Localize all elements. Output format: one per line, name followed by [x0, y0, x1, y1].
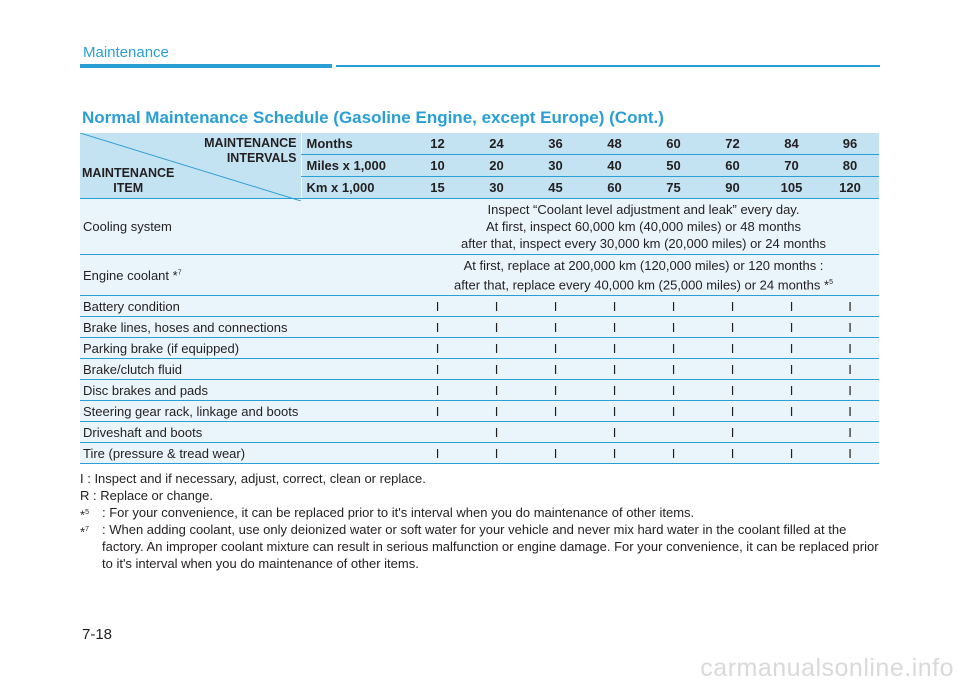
interval-cell: I	[585, 422, 644, 443]
interval-cell: I	[467, 380, 526, 401]
table-row	[80, 380, 879, 401]
footnote-number: 5	[85, 509, 89, 516]
interval-cell: I	[467, 338, 526, 359]
header-label: Km x 1,000	[301, 177, 408, 199]
page-number: 7-18	[82, 626, 113, 643]
interval-cell: I	[585, 317, 644, 338]
interval-cell: I	[703, 317, 762, 338]
interval-cell: I	[467, 359, 526, 380]
interval-cell: I	[644, 317, 703, 338]
interval-cell: I	[762, 443, 821, 464]
cooling-line2: At first, inspect 60,000 km (40,000 miles) or 48 months	[485, 219, 802, 234]
interval-cell: I	[585, 443, 644, 464]
interval-cell: I	[762, 401, 821, 422]
corner-intervals-line2: INTERVALS	[226, 151, 297, 165]
note-replace: R : Replace or change.	[80, 488, 213, 503]
corner-intervals-label	[204, 136, 296, 166]
interval-cell: I	[644, 338, 703, 359]
corner-item-label	[82, 166, 174, 196]
header-cell: 120	[821, 177, 879, 199]
header-cell: 45	[526, 177, 585, 199]
coolant-name-text: Engine coolant *	[83, 267, 178, 283]
item-name: Battery condition	[80, 296, 408, 317]
interval-cell: I	[408, 296, 467, 317]
interval-cell: I	[703, 296, 762, 317]
coolant-instructions	[408, 255, 879, 296]
header-cell: 36	[526, 133, 585, 155]
interval-cell: I	[703, 401, 762, 422]
interval-cell: I	[762, 317, 821, 338]
interval-cell: I	[408, 380, 467, 401]
interval-cell	[408, 422, 467, 443]
interval-cell: I	[703, 359, 762, 380]
interval-cell: I	[644, 401, 703, 422]
interval-cell: I	[703, 443, 762, 464]
interval-cell	[762, 422, 821, 443]
interval-cell	[644, 422, 703, 443]
corner-item-line1: MAINTENANCE	[82, 166, 175, 180]
interval-cell: I	[821, 338, 879, 359]
header-cell: 84	[762, 133, 821, 155]
interval-cell: I	[408, 443, 467, 464]
table-row-cooling-system	[80, 199, 879, 255]
interval-cell: I	[408, 317, 467, 338]
interval-cell: I	[585, 401, 644, 422]
interval-cell: I	[526, 338, 585, 359]
coolant-line2-text: after that, replace every 40,000 km (25,000 miles) or 24 months *	[454, 277, 830, 293]
item-name: Driveshaft and boots	[80, 422, 408, 443]
section-title: Maintenance	[83, 44, 169, 61]
footnote-text: : When adding coolant, use only deionized water or soft water for your vehicle and never mix hard water in the coolant filled at the factory. An improper coolant mixture can result in serious malfunction or engine damage. For your convenience, it can be replaced prior to it's interval when you do maintenance of other items.	[102, 522, 879, 571]
table-row	[80, 401, 879, 422]
interval-cell: I	[408, 401, 467, 422]
header-cell: 10	[408, 155, 467, 177]
item-name: Brake/clutch fluid	[80, 359, 408, 380]
table-row	[80, 317, 879, 338]
interval-cell: I	[644, 359, 703, 380]
interval-cell: I	[408, 338, 467, 359]
header-cell: 96	[821, 133, 879, 155]
interval-cell: I	[526, 359, 585, 380]
interval-cell: I	[821, 317, 879, 338]
legend-notes	[80, 470, 880, 572]
coolant-line1: At first, replace at 200,000 km (120,000 miles) or 120 months :	[463, 257, 824, 273]
footnote-asterisk: *	[80, 507, 86, 523]
header-cell: 30	[467, 177, 526, 199]
header-row-months	[80, 133, 879, 155]
header-cell: 105	[762, 177, 821, 199]
interval-cell: I	[762, 338, 821, 359]
interval-cell: I	[585, 380, 644, 401]
header-cell: 72	[703, 133, 762, 155]
interval-cell: I	[821, 422, 879, 443]
header-cell: 70	[762, 155, 821, 177]
table-row-engine-coolant	[80, 255, 879, 296]
header-cell: 12	[408, 133, 467, 155]
watermark: carmanualsonline.info	[700, 654, 954, 682]
note-inspect: I : Inspect and if necessary, adjust, correct, clean or replace.	[80, 471, 426, 486]
header-label: Months	[301, 133, 408, 155]
note-footnote-7	[80, 521, 880, 572]
interval-cell: I	[467, 401, 526, 422]
coolant-line2	[408, 274, 879, 293]
cooling-line3: after that, inspect every 30,000 km (20,000 miles) or 24 months	[461, 236, 826, 251]
interval-cell: I	[526, 443, 585, 464]
note-footnote-5	[80, 504, 880, 521]
interval-cell: I	[821, 401, 879, 422]
header-cell: 20	[467, 155, 526, 177]
header-cell: 24	[467, 133, 526, 155]
interval-cell: I	[526, 296, 585, 317]
footnote-marker: 5	[829, 278, 833, 286]
interval-cell: I	[703, 380, 762, 401]
header-cell: 30	[526, 155, 585, 177]
interval-cell: I	[526, 401, 585, 422]
header-rule	[336, 65, 880, 67]
interval-cell: I	[821, 296, 879, 317]
interval-cell: I	[585, 359, 644, 380]
header-cell: 15	[408, 177, 467, 199]
interval-cell: I	[703, 338, 762, 359]
interval-cell: I	[408, 359, 467, 380]
header-cell: 90	[703, 177, 762, 199]
maintenance-schedule-table	[80, 133, 879, 464]
interval-cell: I	[585, 296, 644, 317]
interval-cell: I	[467, 317, 526, 338]
interval-cell: I	[821, 443, 879, 464]
table-row	[80, 296, 879, 317]
item-name: Cooling system	[80, 199, 408, 255]
interval-cell: I	[762, 380, 821, 401]
interval-cell: I	[644, 296, 703, 317]
footnote-key	[80, 521, 89, 540]
table-row	[80, 443, 879, 464]
cooling-line1: Inspect “Coolant level adjustment and leak” every day.	[487, 202, 800, 217]
table-row	[80, 422, 879, 443]
corner-intervals-line1: MAINTENANCE	[204, 136, 297, 150]
footnote-text: : For your convenience, it can be replaced prior to it's interval when you do maintenance of other items.	[102, 505, 695, 520]
interval-cell: I	[467, 422, 526, 443]
footnote-asterisk: *	[80, 524, 86, 540]
header-cell: 50	[644, 155, 703, 177]
interval-cell: I	[467, 443, 526, 464]
header-rule-accent	[80, 64, 332, 68]
interval-cell: I	[762, 296, 821, 317]
cooling-instructions	[408, 199, 879, 255]
page-heading: Normal Maintenance Schedule (Gasoline Engine, except Europe) (Cont.)	[82, 108, 664, 127]
item-name: Steering gear rack, linkage and boots	[80, 401, 408, 422]
interval-cell: I	[585, 338, 644, 359]
interval-cell	[526, 422, 585, 443]
interval-cell: I	[526, 317, 585, 338]
header-cell: 80	[821, 155, 879, 177]
interval-cell: I	[762, 359, 821, 380]
item-name: Parking brake (if equipped)	[80, 338, 408, 359]
interval-cell: I	[644, 443, 703, 464]
interval-cell: I	[703, 422, 762, 443]
interval-cell: I	[821, 359, 879, 380]
item-name: Disc brakes and pads	[80, 380, 408, 401]
header-cell: 60	[644, 133, 703, 155]
table-corner-cell	[80, 133, 301, 199]
interval-cell: I	[821, 380, 879, 401]
header-cell: 60	[703, 155, 762, 177]
item-name	[80, 255, 408, 296]
header-cell: 60	[585, 177, 644, 199]
interval-cell: I	[467, 296, 526, 317]
table-row	[80, 338, 879, 359]
header-cell: 40	[585, 155, 644, 177]
header-cell: 75	[644, 177, 703, 199]
footnote-number: 7	[85, 526, 89, 533]
interval-cell: I	[526, 380, 585, 401]
corner-item-line2: ITEM	[113, 181, 144, 195]
header-label: Miles x 1,000	[301, 155, 408, 177]
footnote-marker: 7	[177, 269, 182, 277]
table-row	[80, 359, 879, 380]
item-name: Brake lines, hoses and connections	[80, 317, 408, 338]
header-cell: 48	[585, 133, 644, 155]
item-name: Tire (pressure & tread wear)	[80, 443, 408, 464]
interval-cell: I	[644, 380, 703, 401]
